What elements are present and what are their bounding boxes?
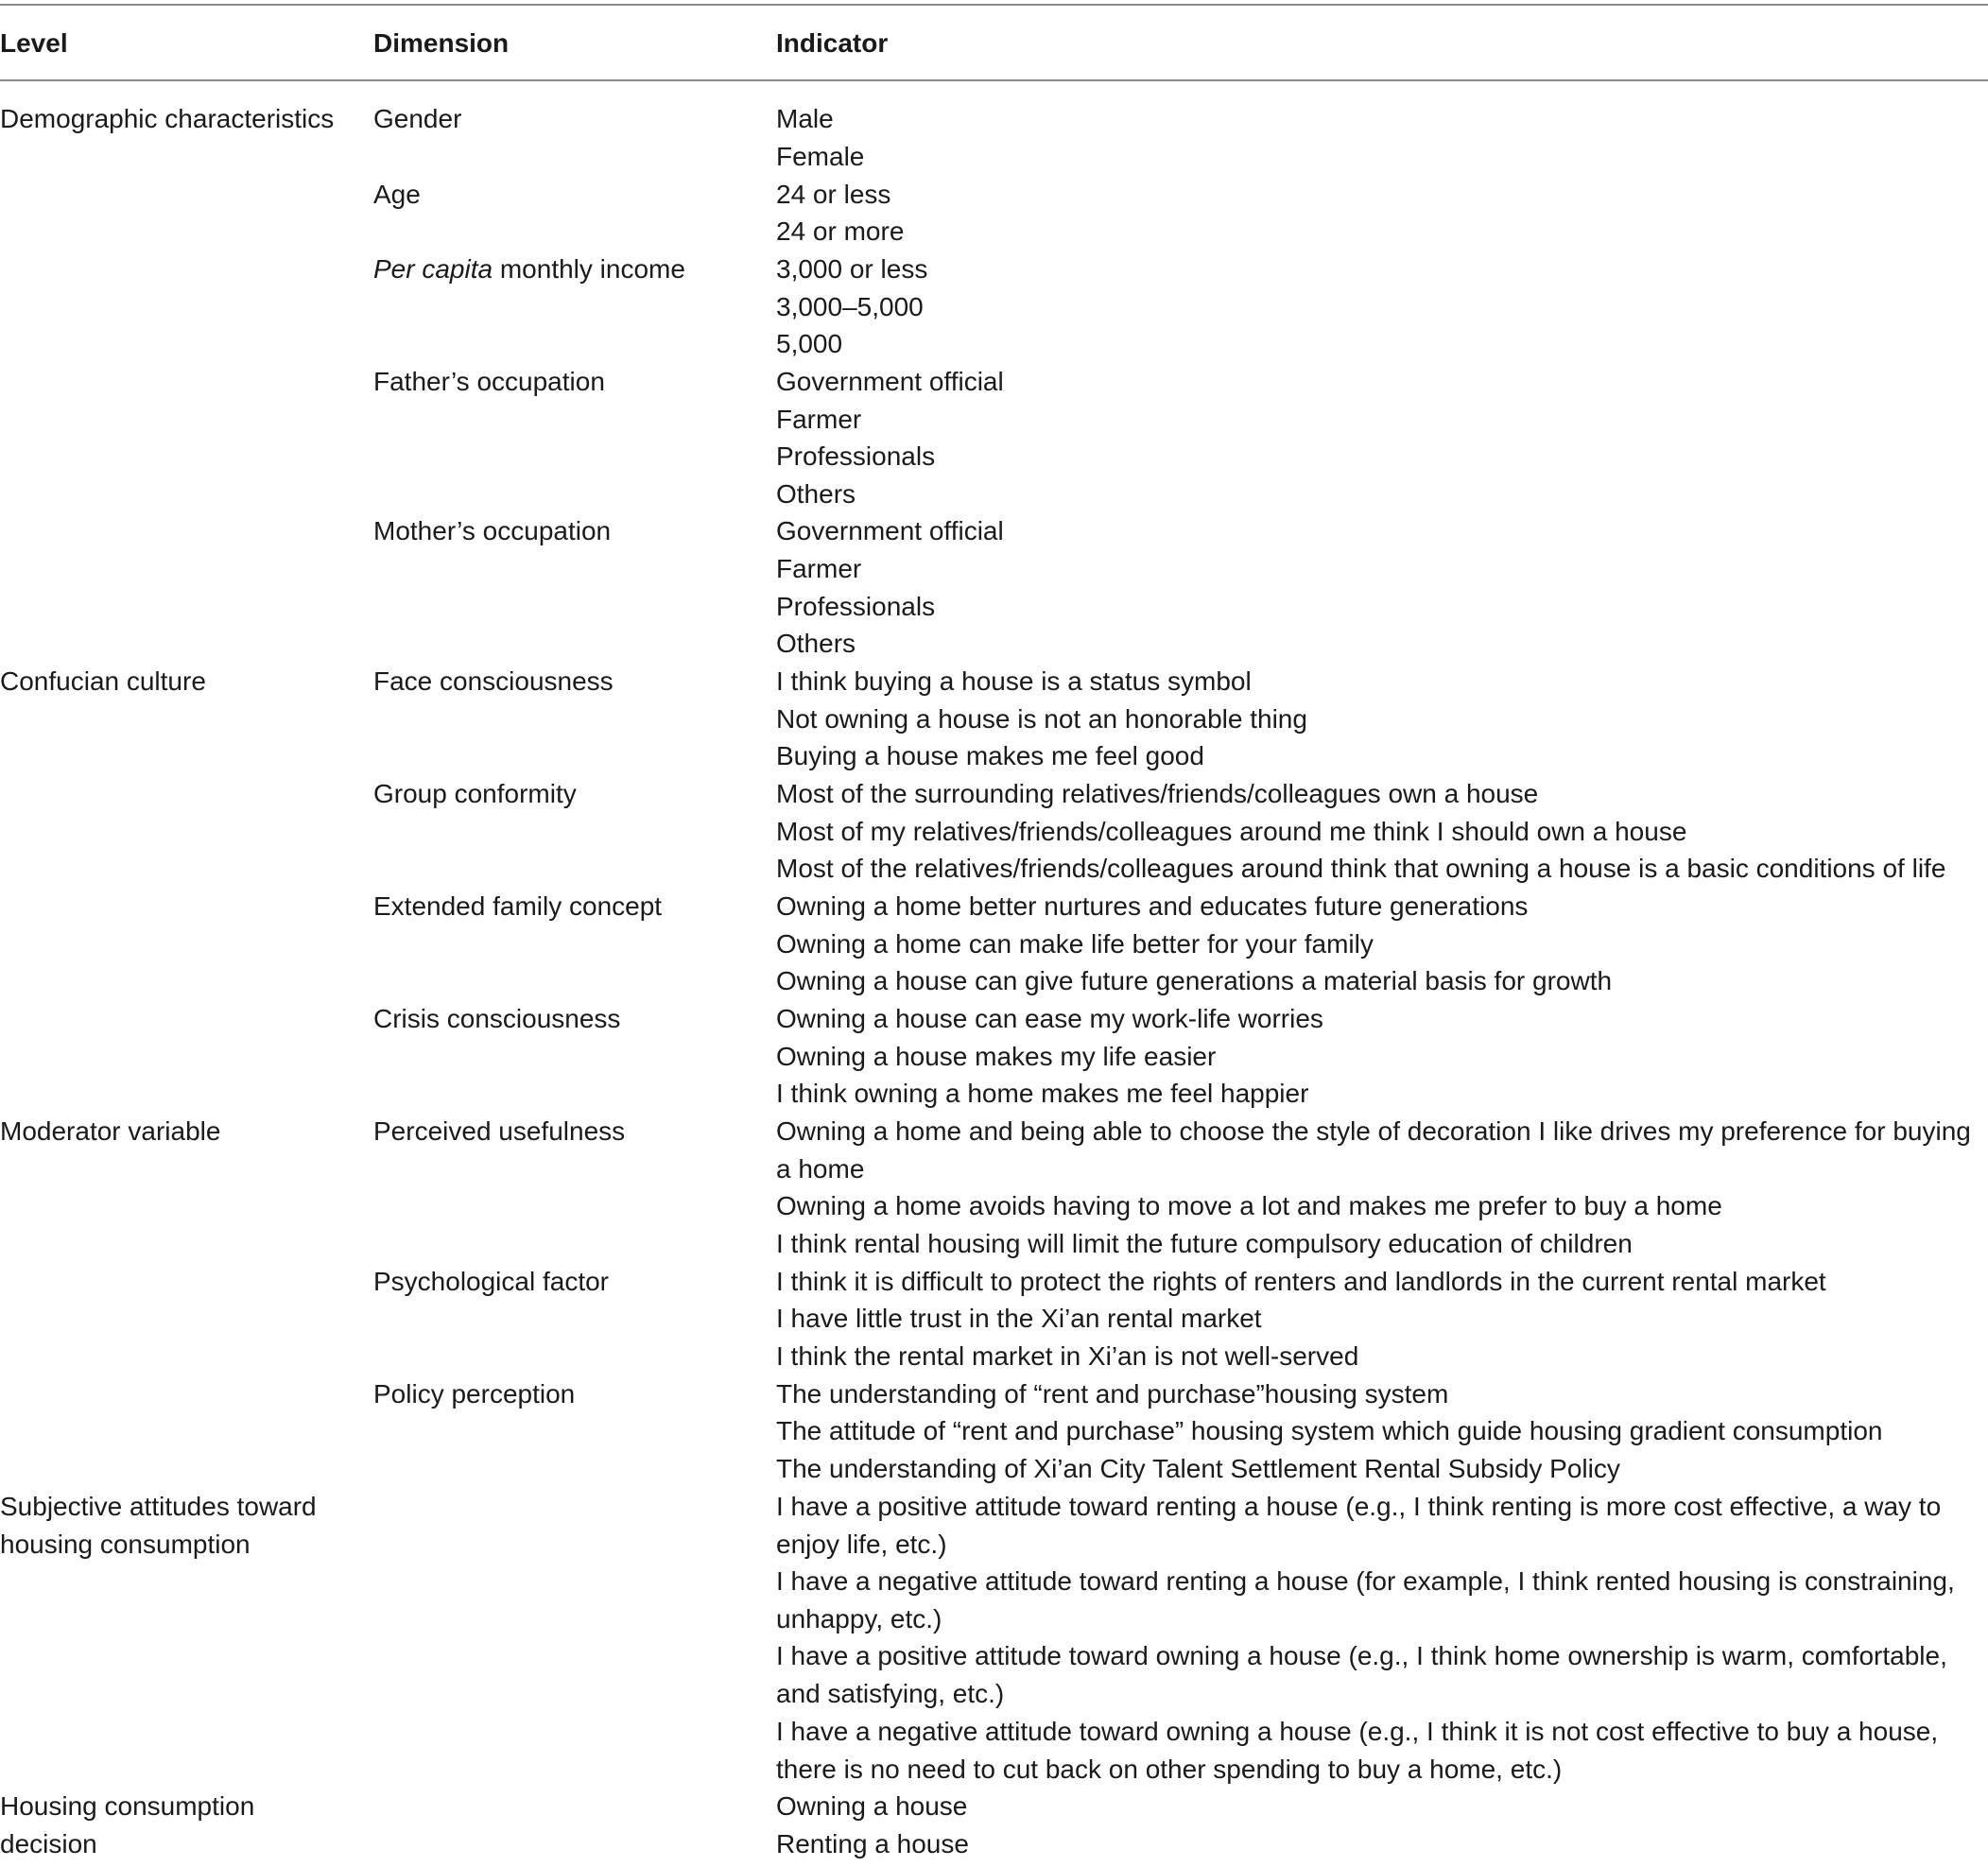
indicator-item: Owning a house can ease my work-life worries [776, 1004, 1323, 1033]
dimension-age: Age [373, 180, 421, 209]
dimension-psychological: Psychological factor [373, 1267, 610, 1296]
indicator-item: Farmer [776, 554, 862, 583]
level-decision: Housing consumption decision [0, 1791, 255, 1858]
header-indicator: Indicator [776, 28, 889, 58]
indicator-item: 3,000 or less [776, 254, 928, 284]
dimension-mother-occupation: Mother’s occupation [373, 516, 612, 545]
dimension-income [373, 251, 685, 288]
indicator-item: Others [776, 479, 856, 509]
indicator-item: Farmer [776, 405, 862, 434]
level-demographic: Demographic characteristics [0, 104, 335, 133]
indicator-item: 24 or less [776, 180, 891, 209]
indicator-item: Renting a house [776, 1829, 969, 1858]
header-dimension: Dimension [373, 28, 510, 58]
dimension-crisis: Crisis consciousness [373, 1004, 621, 1033]
indicator-item: 3,000–5,000 [776, 292, 924, 321]
indicator-item: I think the rental market in Xi’an is not well-served [776, 1341, 1359, 1371]
dimension-group: Group conformity [373, 779, 577, 808]
dimension-policy: Policy perception [373, 1379, 576, 1409]
indicator-item: Owning a house can give future generations a material basis for growth [776, 966, 1613, 995]
indicator-item: Owning a house makes my life easier [776, 1042, 1217, 1071]
indicator-item: Male [776, 104, 834, 133]
indicator-item: Female [776, 142, 865, 171]
indicator-item: Government official [776, 516, 1004, 545]
indicator-item: Owning a home can make life better for your family [776, 929, 1374, 959]
indicator-item: Government official [776, 367, 1004, 396]
indicator-item: I have a negative attitude toward renting a house (for example, I think rented housing is constraining, unhappy, etc.) [776, 1566, 1955, 1634]
dimension-face: Face consciousness [373, 666, 614, 696]
indicator-item: Most of the surrounding relatives/friends/colleagues own a house [776, 779, 1539, 808]
indicator-item: Most of my relatives/friends/colleagues around me think I should own a house [776, 817, 1687, 846]
level-subjective: Subjective attitudes toward housing consumption [0, 1492, 317, 1559]
level-moderator: Moderator variable [0, 1116, 221, 1146]
top-rule [0, 4, 1988, 6]
dimension-usefulness: Perceived usefulness [373, 1116, 626, 1146]
indicator-item: Most of the relatives/friends/colleagues around think that owning a house is a basic conditions of life [776, 854, 1946, 883]
indicator-item: Buying a house makes me feel good [776, 741, 1204, 770]
indicator-item: I think buying a house is a status symbol [776, 666, 1252, 696]
indicator-item: I have little trust in the Xi’an rental market [776, 1304, 1262, 1333]
indicator-item: Owning a home better nurtures and educates future generations [776, 891, 1529, 921]
indicator-item: I have a positive attitude toward owning a house (e.g., I think home ownership is warm, comfortable, and satisfying, etc.) [776, 1641, 1947, 1708]
dimension-gender: Gender [373, 104, 462, 133]
indicator-item: I think it is difficult to protect the rights of renters and landlords in the current rental market [776, 1267, 1826, 1296]
dimension-income-rest: monthly income [493, 254, 685, 284]
indicator-item: Not owning a house is not an honorable thing [776, 704, 1307, 734]
indicator-item: Owning a home and being able to choose the style of decoration I like drives my preference for buying a home [776, 1116, 1971, 1184]
header-level: Level [0, 28, 68, 58]
indicator-item: Owning a house [776, 1791, 968, 1821]
indicator-item: I think rental housing will limit the future compulsory education of children [776, 1229, 1633, 1258]
indicator-item: Professionals [776, 592, 936, 621]
indicator-item: I think owning a home makes me feel happier [776, 1079, 1309, 1108]
indicator-item: I have a negative attitude toward owning a house (e.g., I think it is not cost effective to buy a house, there is no need to cut back on other spending to buy a home, etc.) [776, 1717, 1939, 1784]
dimension-father-occupation: Father’s occupation [373, 367, 605, 396]
indicator-item: Professionals [776, 441, 936, 471]
dimension-income-italic: Per capita [373, 254, 493, 284]
indicator-item: 5,000 [776, 329, 843, 358]
indicator-item: The understanding of “rent and purchase”housing system [776, 1379, 1449, 1409]
level-confucian: Confucian culture [0, 666, 206, 696]
indicator-item: I have a positive attitude toward renting a house (e.g., I think renting is more cost effective, a way to enjoy life, etc.) [776, 1492, 1942, 1559]
indicator-item: The understanding of Xi’an City Talent Settlement Rental Subsidy Policy [776, 1454, 1620, 1483]
dimension-family: Extended family concept [373, 891, 663, 921]
header-rule [0, 79, 1988, 81]
indicator-item: 24 or more [776, 216, 905, 246]
indicator-item: The attitude of “rent and purchase” housing system which guide housing gradient consumption [776, 1416, 1883, 1445]
indicator-item: Others [776, 629, 856, 658]
indicator-item: Owning a home avoids having to move a lot and makes me prefer to buy a home [776, 1191, 1722, 1220]
